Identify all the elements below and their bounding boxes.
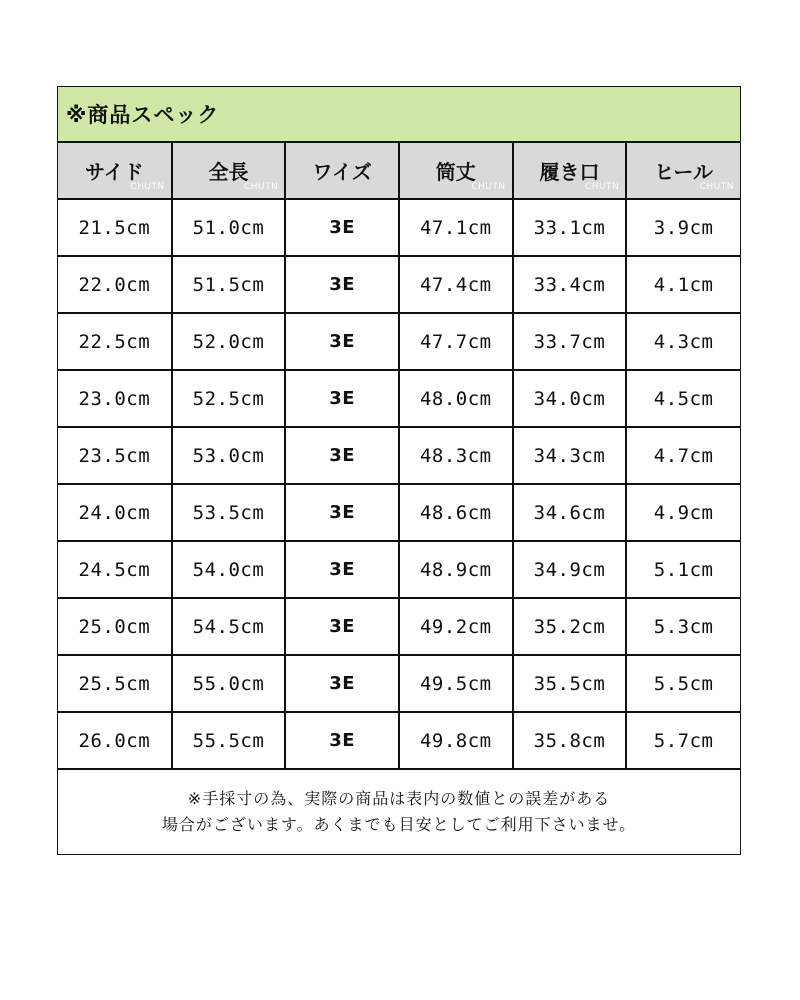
width-cell: 3E (285, 655, 399, 712)
header-row (58, 143, 740, 199)
opening-cell: 35.2cm (513, 598, 627, 655)
size-cell: 24.0cm (58, 484, 172, 541)
table-row (58, 313, 740, 370)
length-cell: 53.5cm (172, 484, 286, 541)
table-row (58, 370, 740, 427)
table-row (58, 484, 740, 541)
header-label: 履き口 (539, 160, 600, 184)
opening-cell: 35.8cm (513, 712, 627, 769)
width-cell: 3E (285, 199, 399, 256)
watermark-text: CHUTN (699, 182, 734, 192)
size-cell: 26.0cm (58, 712, 172, 769)
shaft-cell: 48.0cm (399, 370, 513, 427)
width-cell: 3E (285, 712, 399, 769)
length-cell: 52.5cm (172, 370, 286, 427)
opening-cell: 34.6cm (513, 484, 627, 541)
header-cell (626, 143, 740, 199)
spec-card (57, 86, 741, 855)
length-cell: 55.5cm (172, 712, 286, 769)
opening-cell: 33.4cm (513, 256, 627, 313)
width-cell: 3E (285, 427, 399, 484)
length-cell: 54.0cm (172, 541, 286, 598)
shaft-cell: 48.3cm (399, 427, 513, 484)
shaft-cell: 47.4cm (399, 256, 513, 313)
shaft-cell: 48.6cm (399, 484, 513, 541)
size-cell: 23.0cm (58, 370, 172, 427)
note-line-2: 場合がございます。あくまでも目安としてご利用下さいませ。 (161, 815, 637, 834)
length-cell: 51.5cm (172, 256, 286, 313)
width-cell: 3E (285, 484, 399, 541)
heel-cell: 5.7cm (626, 712, 740, 769)
watermark-text: CHUTN (471, 182, 506, 192)
size-cell: 22.5cm (58, 313, 172, 370)
header-cell (399, 143, 513, 199)
heel-cell: 5.3cm (626, 598, 740, 655)
size-cell: 23.5cm (58, 427, 172, 484)
width-cell: 3E (285, 370, 399, 427)
header-cell (513, 143, 627, 199)
spec-table (58, 143, 740, 770)
opening-cell: 34.0cm (513, 370, 627, 427)
width-cell: 3E (285, 313, 399, 370)
table-row (58, 541, 740, 598)
shaft-cell: 49.5cm (399, 655, 513, 712)
watermark-text: CHUTN (243, 182, 279, 192)
opening-cell: 34.9cm (513, 541, 627, 598)
table-row (58, 256, 740, 313)
size-cell: 25.5cm (58, 655, 172, 712)
shaft-cell: 48.9cm (399, 541, 513, 598)
header-label: 筒丈 (435, 160, 476, 184)
length-cell: 52.0cm (172, 313, 286, 370)
shaft-cell: 49.8cm (399, 712, 513, 769)
heel-cell: 3.9cm (626, 199, 740, 256)
header-label: 全長 (208, 160, 249, 184)
width-cell: 3E (285, 598, 399, 655)
watermark-text: CHUTN (130, 182, 165, 192)
length-cell: 51.0cm (172, 199, 286, 256)
heel-cell: 4.1cm (626, 256, 740, 313)
opening-cell: 33.7cm (513, 313, 627, 370)
header-cell (172, 143, 286, 199)
shaft-cell: 49.2cm (399, 598, 513, 655)
opening-cell: 35.5cm (513, 655, 627, 712)
shaft-cell: 47.1cm (399, 199, 513, 256)
table-row (58, 598, 740, 655)
shaft-cell: 47.7cm (399, 313, 513, 370)
header-label: サイド (85, 160, 144, 184)
length-cell: 53.0cm (172, 427, 286, 484)
header-cell (58, 143, 172, 199)
opening-cell: 34.3cm (513, 427, 627, 484)
size-cell: 21.5cm (58, 199, 172, 256)
width-cell: 3E (285, 256, 399, 313)
table-row (58, 427, 740, 484)
length-cell: 55.0cm (172, 655, 286, 712)
size-cell: 24.5cm (58, 541, 172, 598)
spec-title: ※商品スペック (58, 87, 740, 143)
heel-cell: 5.5cm (626, 655, 740, 712)
length-cell: 54.5cm (172, 598, 286, 655)
measurement-note (58, 770, 740, 854)
table-row (58, 199, 740, 256)
table-row (58, 655, 740, 712)
header-cell (285, 143, 399, 199)
opening-cell: 33.1cm (513, 199, 627, 256)
heel-cell: 4.3cm (626, 313, 740, 370)
header-label: ヒール (654, 160, 714, 184)
heel-cell: 4.5cm (626, 370, 740, 427)
width-cell: 3E (285, 541, 399, 598)
heel-cell: 5.1cm (626, 541, 740, 598)
size-cell: 22.0cm (58, 256, 172, 313)
watermark-text: CHUTN (584, 182, 620, 192)
header-label: ワイズ (312, 160, 372, 184)
heel-cell: 4.9cm (626, 484, 740, 541)
table-row (58, 712, 740, 769)
heel-cell: 4.7cm (626, 427, 740, 484)
note-line-1: ※手採寸の為、実際の商品は表内の数値との誤差がある (187, 789, 611, 808)
size-cell: 25.0cm (58, 598, 172, 655)
